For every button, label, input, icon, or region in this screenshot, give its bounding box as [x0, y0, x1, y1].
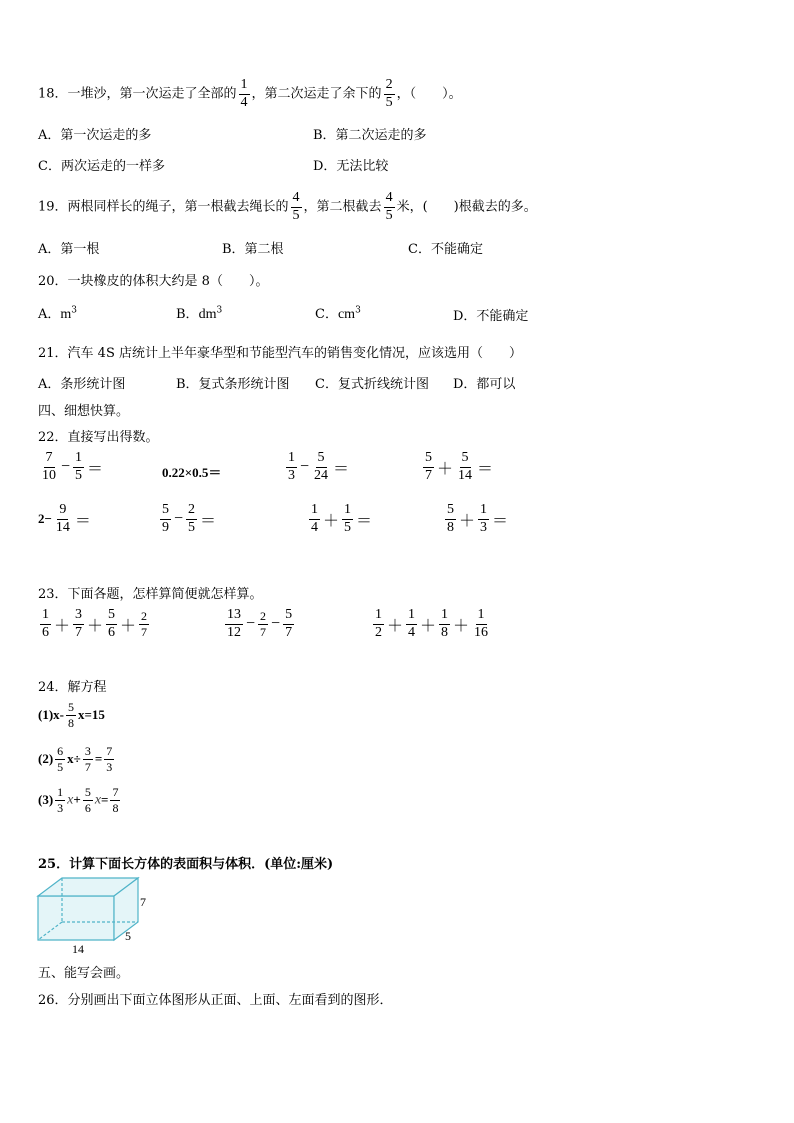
cuboid-width-label: 5 — [125, 929, 131, 943]
cuboid-height-label: 7 — [140, 895, 146, 909]
q19-fraction-1: $\frac{4}{5}$ — [292, 190, 300, 223]
section-5-heading: 五、能写会画。 — [38, 966, 130, 981]
q19-text-a: 19．两根同样长的绳子，第一根截去绳长的 — [38, 199, 289, 215]
q21-option-c[interactable]: C．复式折线统计图 — [315, 377, 429, 392]
q24-equation-1: (1)x- $\frac{5}{8}$ x=15 — [38, 700, 105, 730]
q22-expr-8: $\frac{5}{8}$ ＋ $\frac{1}{3}$ ＝ — [447, 502, 509, 535]
q26-title: 26．分别画出下面立体图形从正面、上面、左面看到的图形． — [38, 993, 393, 1008]
q23-expr-1: $\frac{1}{6}$ ＋ $\frac{3}{7}$ ＋ $\frac{5}{6}$ ＋ $\frac{2}{7}$ — [42, 607, 148, 640]
cuboid-front-face — [38, 896, 114, 940]
q21-option-b[interactable]: B．复式条形统计图 — [176, 377, 290, 392]
q18-fraction-1: $\frac{1}{4}$ — [240, 77, 248, 110]
q22-expr-6: $\frac{5}{9}$ − $\frac{2}{5}$ ＝ — [162, 502, 217, 535]
q18-fraction-2: $\frac{2}{5}$ — [385, 77, 393, 110]
q18-option-c[interactable]: C．两次运走的一样多 — [38, 159, 165, 174]
q23-expr-2: $\frac{13}{12}$ − $\frac{2}{7}$ − $\frac{5}{7}$ — [227, 607, 293, 640]
q18-stem — [38, 78, 462, 110]
q23-title: 23．下面各题，怎样算简便就怎样算。 — [38, 587, 263, 602]
q19-option-b[interactable]: B．第二根 — [222, 242, 284, 257]
q22-expr-7: $\frac{1}{4}$ ＋ $\frac{1}{5}$ ＝ — [311, 502, 373, 535]
q20-option-b[interactable]: B．$dm^3$ — [176, 305, 223, 322]
q19-option-c[interactable]: C．不能确定 — [408, 242, 483, 257]
q19-text-c: 米，( )根截去的多。 — [396, 199, 537, 215]
q23-expr-3: $\frac{1}{2}$ ＋ $\frac{1}{4}$ ＋ $\frac{1}{8}$ ＋ $\frac{1}{16}$ — [375, 607, 489, 640]
q20-option-d[interactable]: D．不能确定 — [453, 309, 529, 324]
q19-stem — [38, 191, 537, 223]
q18-text-c: ，（ ）。 — [396, 86, 462, 102]
q18-text-b: ，第二次运走了余下的 — [251, 86, 382, 102]
q18-option-b[interactable]: B．第二次运走的多 — [313, 128, 427, 143]
q18-option-a[interactable]: A．第一次运走的多 — [38, 128, 152, 143]
q22-expr-2: 0.22×0.5＝ — [162, 465, 222, 480]
q24-equation-3: (3) $\frac{1}{3}$ x+ $\frac{5}{6}$ x= $\frac{7}{8}$ — [38, 785, 119, 815]
q24-equation-2: (2) $\frac{6}{5}$ x÷ $\frac{3}{7}$ = $\frac{7}{3}$ — [38, 744, 113, 774]
q20-stem: 20．一块橡皮的体积大约是 8（ ）。 — [38, 274, 269, 289]
q22-title: 22．直接写出得数。 — [38, 430, 159, 445]
q19-option-a[interactable]: A．第一根 — [38, 242, 100, 257]
q19-text-b: ，第二根截去 — [303, 199, 382, 215]
cuboid-length-label: 14 — [72, 942, 84, 956]
q20-option-c[interactable]: C．$cm^3$ — [315, 305, 361, 322]
q22-expr-3: $\frac{1}{3}$ − $\frac{5}{24}$ ＝ — [288, 450, 350, 483]
q22-expr-1: $\frac{7}{10}$ − $\frac{1}{5}$ ＝ — [42, 450, 104, 483]
cuboid-diagram — [30, 872, 160, 958]
q18-option-d[interactable]: D．无法比较 — [313, 159, 389, 174]
q24-title: 24．解方程 — [38, 680, 107, 695]
q19-fraction-2: $\frac{4}{5}$ — [385, 190, 393, 223]
section-4-heading: 四、细想快算。 — [38, 404, 130, 419]
q22-expr-5: 2− $\frac{9}{14}$ ＝ — [38, 502, 91, 535]
q21-option-d[interactable]: D．都可以 — [453, 377, 516, 392]
q18-text-a: 18．一堆沙，第一次运走了全部的 — [38, 86, 237, 102]
q22-expr-4: $\frac{5}{7}$ ＋ $\frac{5}{14}$ ＝ — [425, 450, 494, 483]
q20-option-a[interactable]: A．$m^3$ — [38, 305, 78, 322]
q25-title: 25．计算下面长方体的表面积与体积．(单位:厘米) — [38, 857, 334, 872]
q21-option-a[interactable]: A．条形统计图 — [38, 377, 126, 392]
q21-stem: 21．汽车 4S 店统计上半年豪华型和节能型汽车的销售变化情况，应该选用（ ） — [38, 346, 522, 361]
